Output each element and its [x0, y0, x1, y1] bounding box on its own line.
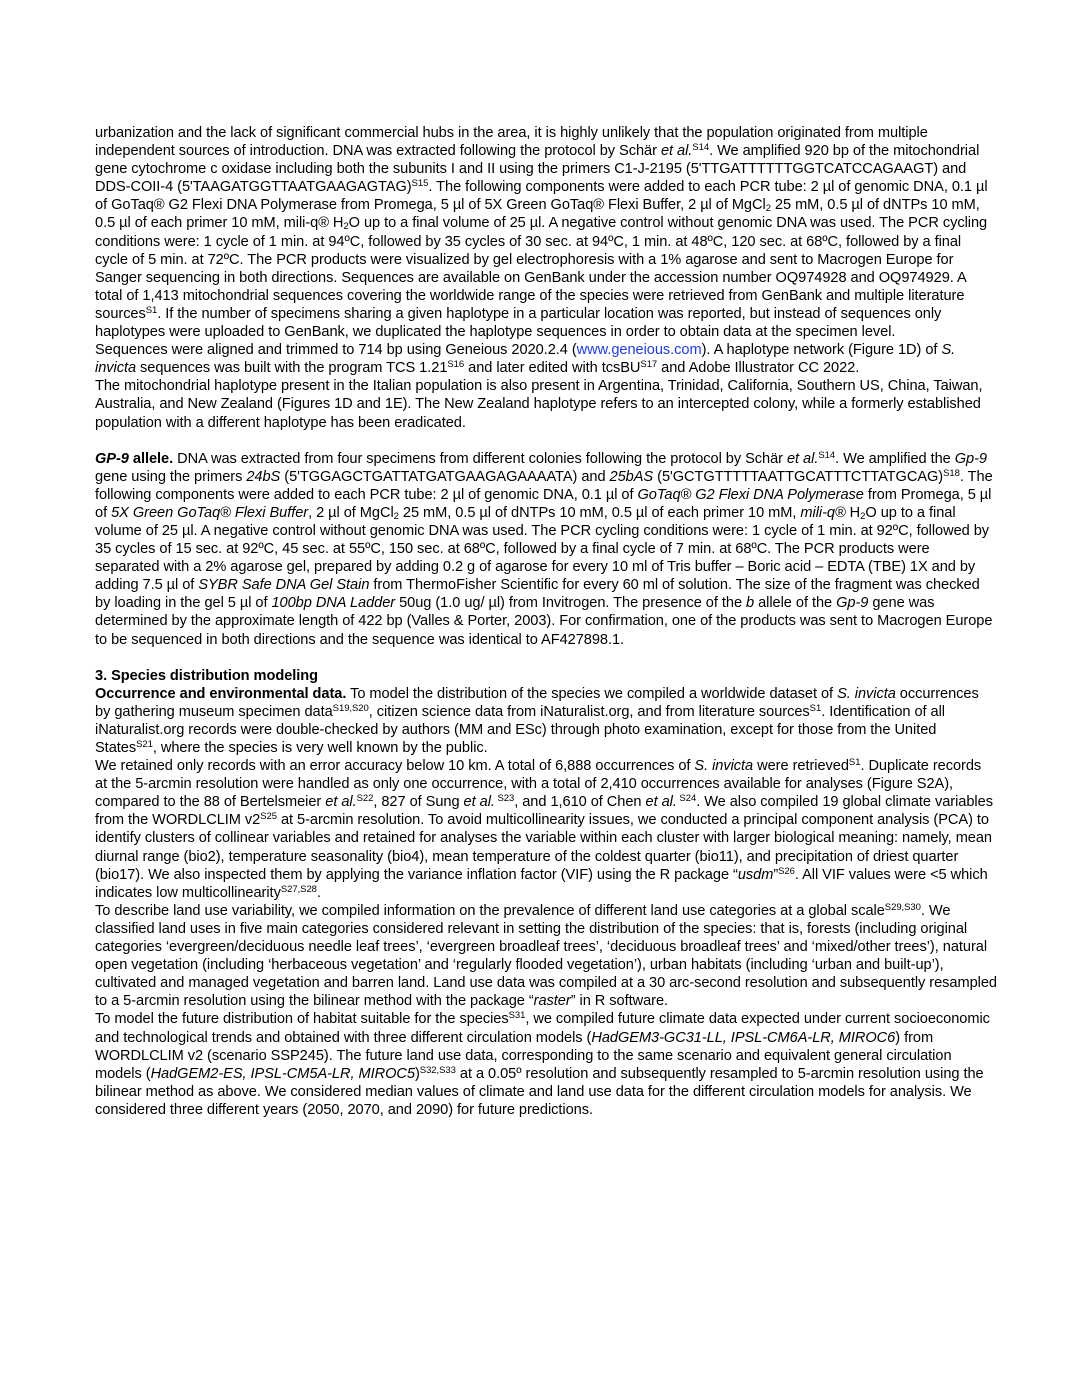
text-italic: et al.	[660, 143, 693, 160]
text: . We classified land uses in five main categories considered relevant in setting the distribution of the species: that is, forests (including original categories ‘evergreen/deciduous needle leaf trees’, ‘evergreen broadleaf trees’, ‘deciduous broadleaf trees’ and ‘mixed/other trees’), natural open vegetation (including ‘herbaceous vegetation’ and ‘regularly flooded vegetation’), urban habitats (including ‘urban and built-up’), cultivated and managed vegetation and barren land. Land use data was compiled at a 30 arc-second resolution and subsequently resampled to a 5-arcmin resolution using the bilinear method with the package “	[95, 902, 997, 1010]
text-italic: 24bS	[246, 468, 281, 485]
text: , and 1,610 of Chen	[514, 794, 646, 811]
text: To model the distribution of the species we compiled a worldwide dataset of	[346, 685, 838, 702]
text-italic: et al.	[786, 450, 819, 467]
citation-superscript: S24	[676, 793, 697, 805]
text: . The following components were added to each PCR tube: 2 µl of genomic DNA, 0.1 µl of	[95, 468, 993, 503]
text: . Duplicate records at the 5-arcmin resolution were handled as only one occurrence, with a total of 2,410 occurrences available for analyses (Figure S2A), compared to the 88 of Bertelsmeier	[95, 758, 982, 811]
text-italic: raster	[533, 993, 571, 1010]
text: O up to a final volume of 25 µl. A negative control without genomic DNA was used. The PCR cycling conditions were: 1 cycle of 1 min. at 94ºC, followed by 35 cycles of 30 sec. at 94ºC, 1 min. at 48ºC, 120 sec. at 68ºC, followed by a final cycle of 5 min. at 72ºC. The PCR products were visualized by gel electrophoresis with a 1% agarose and sent to Macrogen Europe for Sanger sequencing in both directions. Sequences are available on GenBank under the accession number OQ974928 and OQ974929. A total of 1,413 mitochondrial sequences covering the worldwide range of the species were retrieved from GenBank and multiple literature sources	[95, 215, 988, 322]
geneious-link[interactable]: www.geneious.com	[576, 342, 702, 359]
text-italic: HadGEM3-GC31-LL, IPSL-CM6A-LR, MIROC6	[591, 1029, 896, 1046]
citation-superscript: S19,S20	[332, 702, 369, 714]
text: , 2 µl of MgCl	[308, 504, 394, 521]
text: at 5-arcmin resolution. To avoid multicollinearity issues, we conducted a principal component analysis (PCA) to identify clusters of collinear variables and retained for analyses the variable within each cluster with larger biological meaning: namely, mean diurnal range (bio2), temperature seasonality (bio4), mean temperature of the coldest quarter (bio11), and precipitation of driest quarter (bio17). We also inspected them by applying the variance inflation factor (VIF) using the R package “	[95, 812, 993, 883]
text: . We amplified the	[835, 450, 955, 467]
text-italic: usdm	[737, 866, 774, 883]
text: . Identification of all iNaturalist.org records were double-checked by authors (MM and ESc) through photo examination, except for those from the United States	[95, 703, 945, 756]
citation-superscript: S21	[136, 739, 153, 750]
subscript: 2	[343, 221, 349, 233]
text: , we compiled future climate data expected under current socioeconomic and technological trends and obtained with three different circulation models (	[95, 1011, 990, 1046]
text: H	[845, 504, 861, 521]
text: . We amplified 920 bp of the mitochondrial gene cytochrome c oxidase including both the subunits I and II using the primers C1-J-2195 (5'TTGATTTTTTGGTCATCCAGAAGT) and DDS-COII-4 (5'TAAGATGGTTAATGAAGAGTAG)	[95, 143, 980, 196]
citation-superscript: S22	[356, 793, 374, 805]
citation-superscript: S14	[818, 449, 836, 461]
paragraph-gp9-allele	[95, 450, 997, 649]
citation-superscript: S23	[494, 793, 515, 805]
subscript: 2	[393, 510, 399, 522]
text-italic: et al.	[325, 794, 357, 811]
citation-superscript: S25	[260, 811, 277, 823]
text: Sequences were aligned and trimmed to 714 bp using Geneious 2020.2.4 (	[95, 342, 577, 359]
paragraph-dna-extraction	[95, 124, 997, 341]
text: sequences was built with the program TCS 1.21	[136, 360, 448, 377]
text: We retained only records with an error accuracy below 10 km. A total of 6,888 occurrences of	[95, 758, 695, 775]
text-italic: S. invicta	[837, 685, 896, 702]
text-italic: SYBR Safe DNA Gel Stain	[198, 577, 370, 594]
citation-superscript: S1	[848, 757, 861, 769]
text-italic: 25bAS	[609, 468, 654, 485]
text: , citizen science data from iNaturalist.org, and from literature sources	[368, 703, 810, 720]
text: were retrieved	[753, 758, 849, 775]
subscript: 2	[765, 203, 771, 215]
paragraph-haplotype: The mitochondrial haplotype present in the Italian population is also present in Argentina, Trinidad, California, Southern US, China, Taiwan, Australia, and New Zealand (Figures 1D and 1E). The New Zealand haplotype refers to an intercepted colony, while a formerly established population with a different haplotype has been eradicated.	[95, 378, 983, 431]
text: DNA was extracted from four specimens from different colonies following the protocol by Schär	[173, 450, 787, 467]
citation-superscript: S31	[508, 1010, 526, 1022]
text: from ThermoFisher Scientific for every 60 ml of solution. The size of the fragment was checked by loading in the gel 5 µl of	[95, 577, 980, 612]
text: 25 mM, 0.5 µl of dNTPs 10 mM, 0.5 µl of each primer 10 mM, mili-q® H	[95, 197, 980, 232]
citation-superscript: S26	[778, 865, 795, 877]
text: urbanization and the lack of significant commercial hubs in the area, it is highly unlikely that the population originated from multiple independent sources of introduction. DNA was extracted following the protocol by Schär	[95, 125, 928, 160]
paragraph-occurrence-data	[95, 685, 997, 757]
text-italic: S. invicta	[95, 342, 956, 377]
text: . All VIF values were <5 which indicates low multicollinearity	[95, 866, 988, 901]
text: allele of the	[754, 595, 837, 612]
citation-superscript: S29,S30	[884, 901, 921, 913]
citation-superscript: S18	[943, 467, 960, 479]
text: (5'TGGAGCTGATTATGATGAAGAGAAAATA) and	[280, 468, 610, 485]
text-italic: mili-q®	[800, 504, 846, 521]
text: allele.	[128, 450, 174, 467]
text-italic: 5X Green GoTaq® Flexi Buffer	[111, 504, 309, 521]
text: occurrences by gathering museum specimen data	[95, 685, 979, 720]
text: To describe land use variability, we compiled information on the prevalence of different land use categories at a global scale	[95, 902, 885, 919]
paragraph-records-climate	[95, 757, 997, 902]
citation-superscript: S14	[692, 142, 710, 154]
citation-superscript: S1	[145, 304, 158, 316]
gp9-heading	[95, 451, 173, 467]
text-italic: GP-9	[95, 450, 129, 467]
text: )	[414, 1065, 420, 1082]
text: . If the number of specimens sharing a given haplotype in a particular location was reported, but instead of sequences only haplotypes were uploaded to GenBank, we duplicated the haplotype sequences in order to obtain data at the specimen level.	[95, 305, 942, 341]
text: . The following components were added to each PCR tube: 2 µl of genomic DNA, 0.1 µl of GoTaq® G2 Flexi DNA Polymerase from Promega, 5 µl of 5X Green GoTaq® Flexi Buffer, 2 µl of MgCl	[95, 179, 988, 214]
text-italic: HadGEM2-ES, IPSL-CM5A-LR, MIROC5	[150, 1065, 415, 1082]
text: ” in R software.	[570, 993, 669, 1010]
citation-superscript: S32,S33	[419, 1064, 456, 1076]
text-italic: GoTaq® G2 Flexi DNA Polymerase	[637, 486, 864, 503]
text: 25 mM, 0.5 µl of dNTPs 10 mM, 0.5 µl of each primer 10 mM,	[398, 504, 801, 521]
text: and Adobe Illustrator CC 2022.	[657, 360, 860, 377]
text: To model the future distribution of habitat suitable for the species	[95, 1011, 509, 1028]
text-italic: 100bp DNA Ladder	[271, 595, 396, 612]
text: ). A haplotype network (Figure 1D) of	[701, 342, 942, 359]
text-italic: Gp-9	[836, 595, 869, 612]
text-italic: S. invicta	[694, 758, 754, 775]
paragraph-sequence-alignment	[95, 341, 997, 377]
text: . We also compiled 19 global climate variables from the WORDLCLIM v2	[95, 794, 993, 829]
text: at a 0.05º resolution and subsequently resampled to 5-arcmin resolution using the bilinear method as above. We considered median values of climate and land use data for the different circulation models for analysis. We considered three different years (2050, 2070, and 2090) for future predictions.	[95, 1065, 984, 1118]
text: , 827 of Sung	[373, 794, 464, 811]
text: , where the species is very well known by the public.	[152, 740, 488, 756]
citation-superscript: S27,S28	[280, 883, 317, 895]
paragraph-spacer	[95, 432, 997, 450]
text: ) from WORDLCLIM v2 (scenario SSP245). The future land use data, corresponding to the same scenario and equivalent general circulation models (	[95, 1029, 952, 1082]
citation-superscript: S1	[809, 702, 822, 714]
text: 50ug (1.0 ug/ µl) from Invitrogen. The presence of the	[395, 595, 747, 612]
text: gene using the primers	[95, 468, 247, 485]
text: from Promega, 5 µl of	[95, 486, 992, 521]
citation-superscript: S17	[640, 359, 658, 371]
text: (5'GCTGTTTTTAATTGCATTTCTTATGCAG)	[653, 468, 944, 485]
text-italic: Gp-9	[954, 450, 987, 467]
subscript: 2	[860, 510, 866, 522]
text-italic: et al.	[463, 794, 495, 811]
section-heading: 3. Species distribution modeling	[95, 667, 319, 684]
paragraph-future-distribution	[95, 1010, 997, 1119]
citation-superscript: S16	[447, 359, 465, 371]
citation-superscript: S15	[411, 178, 429, 190]
paragraph-spacer	[95, 649, 997, 667]
text-italic: et al.	[645, 794, 677, 811]
text: and later edited with tcsBU	[464, 360, 641, 377]
subsection-heading: Occurrence and environmental data.	[95, 685, 347, 702]
text: .	[316, 884, 321, 901]
paragraph-land-use	[95, 902, 997, 1011]
text: ”	[773, 866, 779, 883]
text: gene was determined by the approximate length of 422 bp (Valles & Porter, 2003). For confirmation, one of the products was sent to Macrogen Europe to be sequenced in both directions and the sequence was identical to AF427898.1.	[95, 595, 993, 648]
text: O up to a final volume of 25 µl. A negative control without genomic DNA was used. The PCR cycling conditions were: 1 cycle of 1 min. at 92ºC, followed by 35 cycles of 15 sec. at 92ºC, 45 sec. at 55ºC, 150 sec. at 68ºC, followed by a final cycle of 7 min. at 68ºC. The PCR products were separated with a 2% agarose gel, prepared by adding 0.2 g of agarose for every 10 ml of Tris buffer – Boric acid – EDTA (TBE) 1X and by adding 7.5 µl of	[95, 504, 990, 594]
document-page	[95, 124, 997, 1119]
text-italic: b	[746, 595, 755, 612]
